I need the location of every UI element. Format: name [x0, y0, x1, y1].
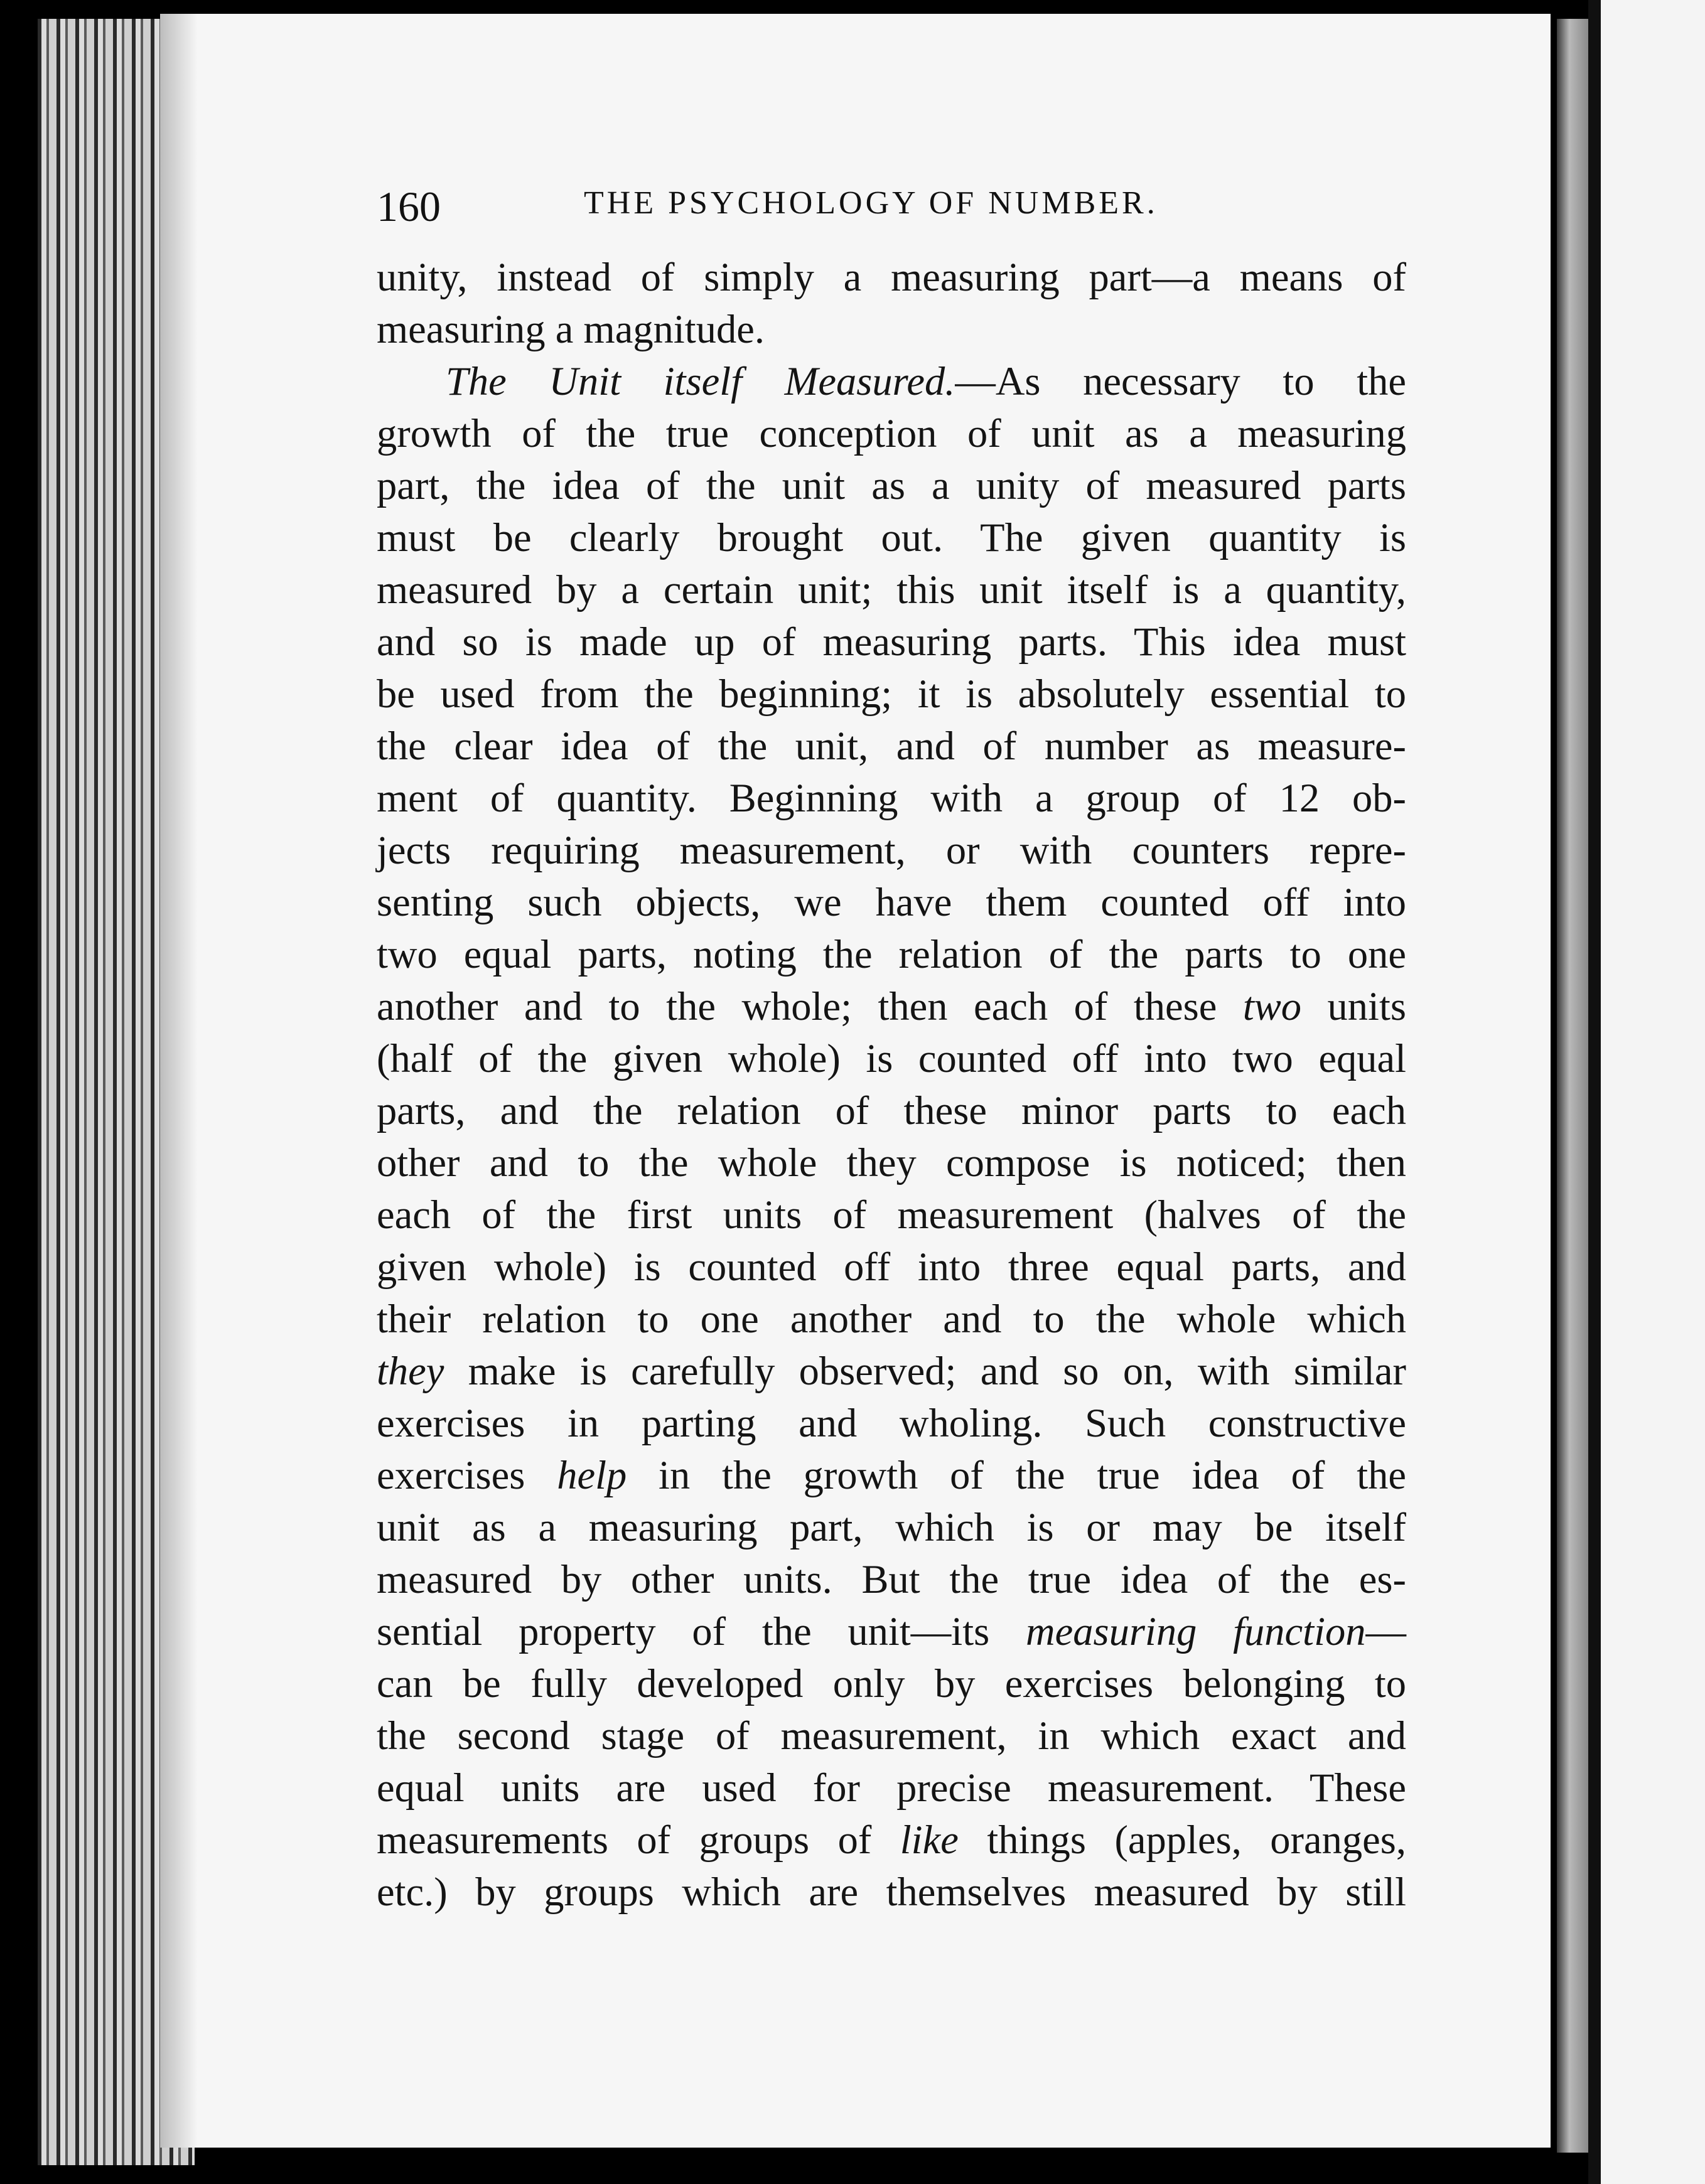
text-line: each of the first units of measurement (halves of the	[377, 1192, 1406, 1237]
section-heading-line: The Unit itself Measured.—As necessary to the	[446, 359, 1406, 404]
text-line: two equal parts, noting the relation of the parts to one	[377, 932, 1406, 977]
text-line: (half of the given whole) is counted off into two equal	[377, 1036, 1406, 1081]
text-line: the second stage of measurement, in which exact and	[377, 1713, 1406, 1758]
text-line: exercises help in the growth of the true idea of the	[377, 1453, 1406, 1497]
text-line: measuring a magnitude.	[377, 307, 765, 351]
text-line: measured by a certain unit; this unit itself is a quantity,	[377, 567, 1406, 612]
text-line: they make is carefully observed; and so on, with similar	[377, 1349, 1406, 1393]
text-line: measured by other units. But the true idea of the es-	[377, 1557, 1406, 1602]
running-header	[377, 182, 1406, 238]
next-page-edge	[1557, 19, 1588, 2153]
text-line: must be clearly brought out. The given quantity is	[377, 515, 1406, 560]
text-line: unity, instead of simply a measuring part—a means of	[377, 255, 1406, 299]
text-line: can be fully developed only by exercises belonging to	[377, 1661, 1406, 1706]
text-line: given whole) is counted off into three equal parts, and	[377, 1245, 1406, 1289]
text-line: sential property of the unit—its measuring function—	[377, 1609, 1406, 1654]
page-number: 160	[377, 183, 441, 230]
text-line: part, the idea of the unit as a unity of measured parts	[377, 463, 1406, 508]
text-line: the clear idea of the unit, and of number as measure-	[377, 724, 1406, 768]
text-line: be used from the beginning; it is absolutely essential to	[377, 672, 1406, 716]
text-line: other and to the whole they compose is noticed; then	[377, 1140, 1406, 1185]
text-line: growth of the true conception of unit as a measuring	[377, 411, 1406, 456]
text-line: exercises in parting and wholing. Such constructive	[377, 1401, 1406, 1445]
body-text	[377, 251, 1406, 1918]
running-title: THE PSYCHOLOGY OF NUMBER.	[584, 185, 1158, 221]
text-line: equal units are used for precise measurement. These	[377, 1765, 1406, 1810]
text-line: jects requiring measurement, or with counters repre-	[377, 828, 1406, 872]
text-line: parts, and the relation of these minor parts to each	[377, 1088, 1406, 1133]
text-line: etc.) by groups which are themselves measured by still	[377, 1870, 1406, 1914]
far-right-margin	[1588, 0, 1705, 2184]
text-line: another and to the whole; then each of these two units	[377, 984, 1406, 1029]
text-line: unit as a measuring part, which is or may be itself	[377, 1505, 1406, 1550]
text-line: senting such objects, we have them counted off into	[377, 880, 1406, 924]
spine-shadow	[160, 14, 198, 2148]
section-heading: The Unit itself Measured.	[446, 359, 955, 404]
text-line: ment of quantity. Beginning with a group of 12 ob-	[377, 776, 1406, 820]
text-line: and so is made up of measuring parts. This idea must	[377, 619, 1406, 664]
far-right-border	[1588, 0, 1601, 2184]
text-line: their relation to one another and to the whole which	[377, 1297, 1406, 1341]
text-line: measurements of groups of like things (apples, oranges,	[377, 1817, 1406, 1862]
